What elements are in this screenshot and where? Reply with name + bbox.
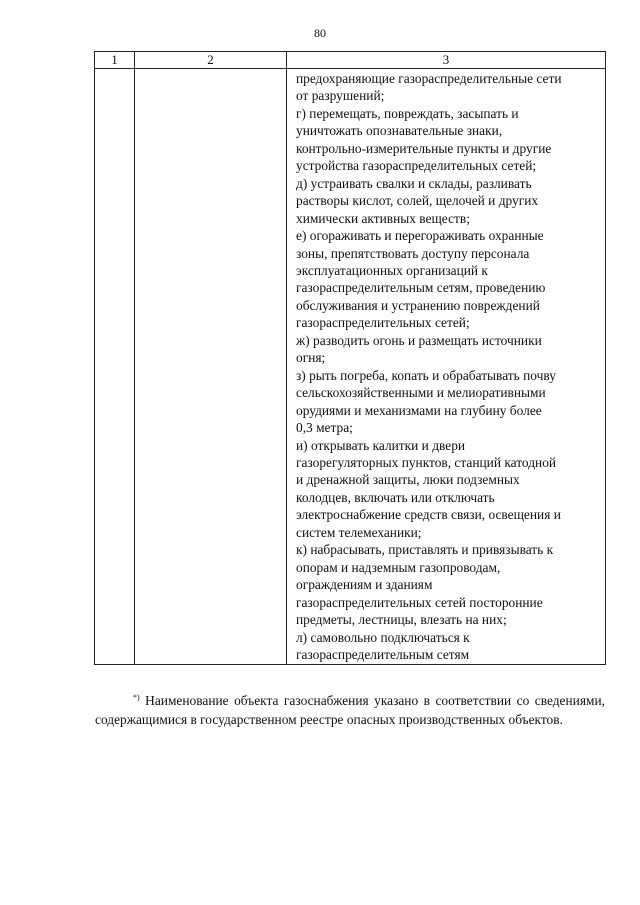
text-line: ж) разводить огонь и размещать источники: [296, 332, 542, 348]
footnote: [95, 688, 605, 729]
text-line: растворы кислот, солей, щелочей и других: [296, 193, 539, 209]
text-line: 0,3 метра;: [296, 420, 353, 436]
column-header-2: 2: [207, 52, 214, 67]
text-line: газораспределительных сетей;: [296, 315, 470, 331]
text-line: и дренажной защиты, люки подземных: [296, 472, 520, 488]
text-line: з) рыть погреба, копать и обрабатывать почву: [296, 367, 556, 383]
text-line: от разрушений;: [296, 88, 385, 104]
text-line: предохраняющие газораспределительные сети: [296, 71, 562, 86]
text-line: орудиями и механизмами на глубину более: [296, 402, 542, 418]
text-line: е) огораживать и перегораживать охранные: [296, 228, 544, 244]
text-line: и) открывать калитки и двери: [296, 437, 466, 453]
text-line: газораспределительных сетей посторонние: [296, 594, 543, 610]
text-line: колодцев, включать или отключать: [296, 489, 495, 505]
text-line: систем телемеханики;: [296, 524, 422, 540]
text-line: д) устраивать свалки и склады, разливать: [296, 175, 532, 191]
text-line: сельскохозяйственными и мелиоративными: [296, 385, 546, 401]
text-line: обслуживания и устранению повреждений: [296, 297, 540, 313]
text-line: газораспределительным сетям, проведению: [296, 280, 546, 296]
column-divider-2: [286, 52, 287, 664]
footnote-text: Наименование объекта газоснабжения указано в соответствии со сведениями, содержащимися в государственном реестре опасных производственных объектов.: [95, 693, 605, 727]
footnote-marker: *): [133, 693, 140, 702]
text-line: ограждениям и зданиям: [296, 577, 433, 593]
header-divider: [95, 68, 605, 69]
text-line: уничтожать опознавательные знаки,: [296, 123, 503, 139]
text-line: огня;: [296, 350, 326, 366]
text-line: эксплуатационных организаций к: [296, 262, 488, 278]
column-header-1: 1: [111, 52, 118, 67]
text-line: к) набрасывать, приставлять и привязывать к: [296, 542, 554, 558]
column-3-content: [296, 70, 602, 663]
column-divider-1: [134, 52, 135, 664]
text-line: л) самовольно подключаться к: [296, 629, 470, 645]
document-table: [94, 51, 606, 665]
text-line: газорегуляторных пунктов, станций катодной: [296, 454, 557, 470]
column-header-3: 3: [442, 52, 450, 67]
page-number: 80: [314, 26, 326, 40]
text-line: опорам и надземным газопроводам,: [296, 559, 501, 575]
text-line: электроснабжение средств связи, освещения и: [296, 507, 561, 523]
text-line: контрольно-измерительные пункты и другие: [296, 140, 552, 156]
text-line: зоны, препятствовать доступу персонала: [296, 245, 530, 261]
text-line: газораспределительным сетям: [296, 646, 470, 662]
text-line: г) перемещать, повреждать, засыпать и: [296, 105, 519, 121]
text-line: предметы, лестницы, влезать на них;: [296, 612, 507, 628]
text-line: химически активных веществ;: [296, 210, 470, 226]
text-line: устройства газораспределительных сетей;: [296, 158, 537, 174]
